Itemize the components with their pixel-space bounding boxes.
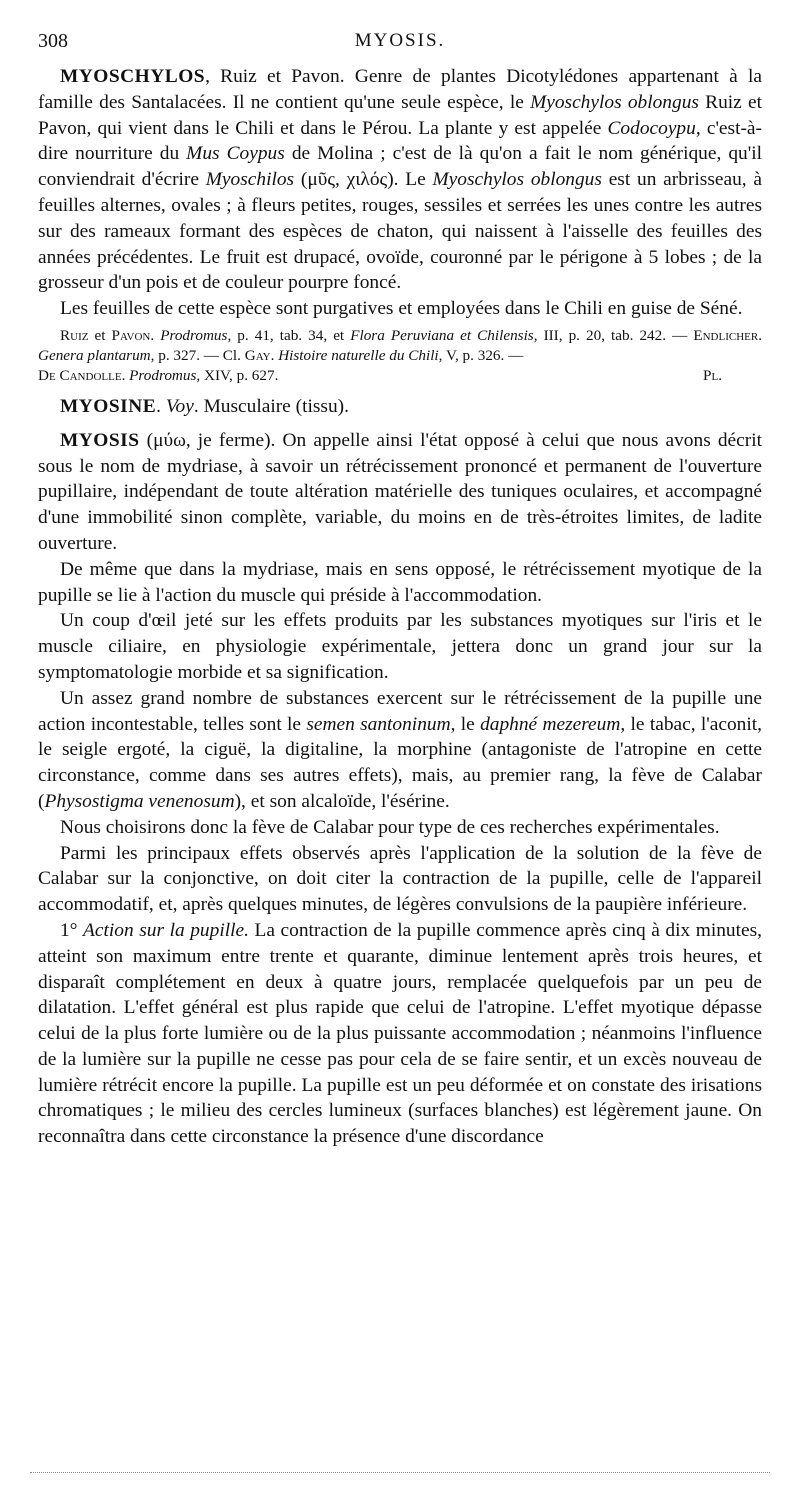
entry-myosine bbox=[38, 394, 762, 420]
text-run: ), et son alcaloïde, l'ésérine. bbox=[234, 790, 450, 812]
text-run: Nous choisirons donc la fève de Calabar pour type de ces recherches expérimentales. bbox=[60, 816, 720, 838]
text-run: , le bbox=[450, 713, 481, 735]
italic-run: semen santoninum bbox=[306, 713, 451, 735]
reference-text bbox=[38, 326, 762, 366]
italic-run: Prodromus bbox=[160, 326, 228, 344]
entry-myosis bbox=[38, 428, 762, 1150]
italic-run: Genera plantarum bbox=[38, 346, 151, 364]
text-run: Ruiz et Pavon, qui vient dans le Chili et dans le Pérou. La plante y est appelée bbox=[38, 91, 763, 139]
text-run: , c'est-à-dire nourriture du bbox=[38, 117, 762, 165]
page-header bbox=[38, 30, 762, 58]
text-run: . bbox=[121, 366, 130, 384]
myoschylos-paragraph-2: Les feuilles de cette espèce sont purgatives et employées dans le Chili en guise de Séné. bbox=[60, 298, 743, 320]
text-run: et bbox=[88, 326, 112, 344]
text-run: , p. 41, tab. 34, et bbox=[227, 326, 351, 344]
small-caps-run: Pavon bbox=[111, 326, 151, 344]
small-caps-run: De Candolle bbox=[38, 366, 122, 384]
italic-run: Mus Coypus bbox=[186, 143, 285, 165]
text-run: , Ruiz et Pavon. Genre de plantes Dicotylédones appartenant à la famille des Santalacées. Il ne contient qu'une seule espèce, le bbox=[38, 66, 762, 113]
text-run: (μῦς, χιλός). Le bbox=[294, 169, 433, 191]
text-run: , XIV, p. 627. bbox=[196, 366, 279, 384]
italic-run: Prodromus bbox=[129, 366, 197, 384]
text-run: . bbox=[758, 326, 763, 344]
text-run: , le tabac, l'aconit, le seigle ergoté, la ciguë, la digitaline, la morphine (antagoniste de l'atropine en cette circonstance, comme dans ses autres effets), mais, au premier rang, la fève de Calabar ( bbox=[38, 713, 762, 812]
myosis-paragraph-5 bbox=[38, 815, 762, 841]
italic-run: daphné mezereum bbox=[480, 713, 621, 735]
myosis-paragraph-1-text bbox=[38, 430, 762, 554]
headword-myoschylos: MYOSCHYLOS bbox=[60, 66, 206, 87]
running-head: MYOSIS. bbox=[354, 30, 446, 51]
text-run: , p. 327. — Cl. bbox=[150, 346, 245, 364]
myosis-paragraph-2 bbox=[38, 557, 762, 609]
author-signature: Pl. bbox=[703, 366, 722, 384]
text-run: de Molina ; c'est de là qu'on a fait le nom générique, qu'il conviendrait d'écrire bbox=[38, 143, 762, 191]
text-run: Un coup d'œil jeté sur les effets produits par les substances myotiques sur l'iris et le muscle ciliaire, en physiologie expérimentale, jettera donc un grand jour sur la symptomatologie morbide et sa signification. bbox=[38, 610, 762, 683]
myoschylos-references bbox=[38, 326, 762, 386]
italic-run: Physostigma venenosum bbox=[44, 790, 235, 812]
myosis-paragraph-1 bbox=[38, 428, 762, 557]
text-run: (μύω, je ferme). On appelle ainsi l'état opposé à celui que nous avons décrit sous le nom de mydriase, à savoir un rétrécissement prononcé et permanent de l'ouverture pupillaire, indépendant de toute altération matérielle des tuniques oculaires, et accompagné d'une immobilité sinon complète, variable, du moins en de très-étroites limites, de ladite ouverture. bbox=[38, 429, 762, 554]
myoschylos-paragraph-1 bbox=[38, 66, 762, 293]
text-run: . bbox=[270, 346, 279, 364]
text-run: De même que dans la mydriase, mais en sens opposé, le rétrécissement myotique de la pupille se lie à l'action du muscle qui préside à l'accommodation. bbox=[38, 558, 762, 606]
text-run: , V, p. 326. — bbox=[438, 346, 524, 364]
reference-text-end bbox=[38, 366, 278, 386]
myosis-paragraph-7 bbox=[38, 918, 762, 1150]
text-run: Un assez grand nombre de substances exercent sur le rétrécissement de la pupille une action incontestable, telles sont le bbox=[38, 687, 762, 735]
page-body bbox=[38, 64, 762, 1150]
text-run: Parmi les principaux effets observés après l'application de la solution de la fève de Calabar sur la conjonctive, on doit citer la contraction de la pupille, celle de l'appareil accommodatif, et, après quelques minutes, de légères convulsions de la paupière inférieure. bbox=[38, 842, 762, 916]
text-run: . bbox=[156, 395, 166, 417]
text-run: . bbox=[150, 326, 161, 344]
text-run: La contraction de la pupille commence après cinq à dix minutes, atteint son maximum entre trente et quarante, diminue lentement après trois heures, et disparaît complétement en deux à quatre jours, remplacée quelquefois par un peu de dilatation. L'effet général est plus rapide que celui de l'atropine. L'effet myotique dépasse celui de la plus forte lumière ou de la plus puissante accommodation ; néanmoins l'influence de la lumière sur la pupille ne cesse pas pour cela de se faire sentir, et un excès nouveau de lumière rétrécit encore la pupille. La pupille est un peu déformée et on constate des irisations chromatiques ; le milieu des cercles lumineux (surfaces blanches) est légèrement jaune. On reconnaîtra dans cette circonstance la présence d'une discordance bbox=[38, 919, 762, 1148]
small-caps-run: Ruiz bbox=[60, 326, 89, 344]
myosis-paragraph-4 bbox=[38, 686, 762, 815]
page-number: 308 bbox=[38, 30, 68, 52]
text-run: , III, p. 20, tab. 242. — bbox=[533, 326, 694, 344]
text-run: est un arbrisseau, à feuilles alternes, ovales ; à fleurs petites, rouges, sessiles et serrées les unes contre les autres sur des rameaux formant des espèces de chaton, qui naissent à l'aisselle des feuilles des années précédentes. Le fruit est drupacé, ovoïde, couronné par le périgone à 5 lobes ; de la grosseur d'un pois et de couleur pourpre foncé. bbox=[38, 169, 762, 294]
myosis-paragraph-3 bbox=[38, 608, 762, 685]
italic-run: Voy bbox=[165, 395, 194, 417]
text-run: (tissu). bbox=[290, 395, 349, 417]
italic-run: Myoschylos oblongus bbox=[530, 91, 699, 113]
myosine-text bbox=[156, 396, 349, 417]
headword-myosine: MYOSINE bbox=[60, 395, 157, 417]
small-caps-run: Gay bbox=[244, 346, 271, 364]
text-run: . bbox=[193, 395, 204, 417]
myosis-paragraph-6 bbox=[38, 841, 762, 918]
entry-myoschylos bbox=[38, 64, 762, 296]
bottom-dotted-rule bbox=[30, 1472, 770, 1473]
italic-run: Myoschylos oblongus bbox=[432, 169, 602, 191]
text-run: 1° bbox=[60, 919, 84, 941]
italic-run: Histoire naturelle du Chili bbox=[278, 346, 439, 364]
small-caps-run: Endlicher bbox=[693, 326, 759, 344]
headword-myosis: MYOSIS bbox=[60, 429, 140, 451]
italic-run: Codocoypu bbox=[607, 117, 696, 139]
italic-run: Myoschilos bbox=[205, 169, 295, 191]
small-caps-run: Musculaire bbox=[203, 395, 291, 417]
italic-run: Flora Peruviana et Chilensis bbox=[350, 326, 534, 344]
reference-last-line bbox=[38, 366, 762, 386]
italic-run: Action sur la pupille. bbox=[83, 919, 249, 941]
